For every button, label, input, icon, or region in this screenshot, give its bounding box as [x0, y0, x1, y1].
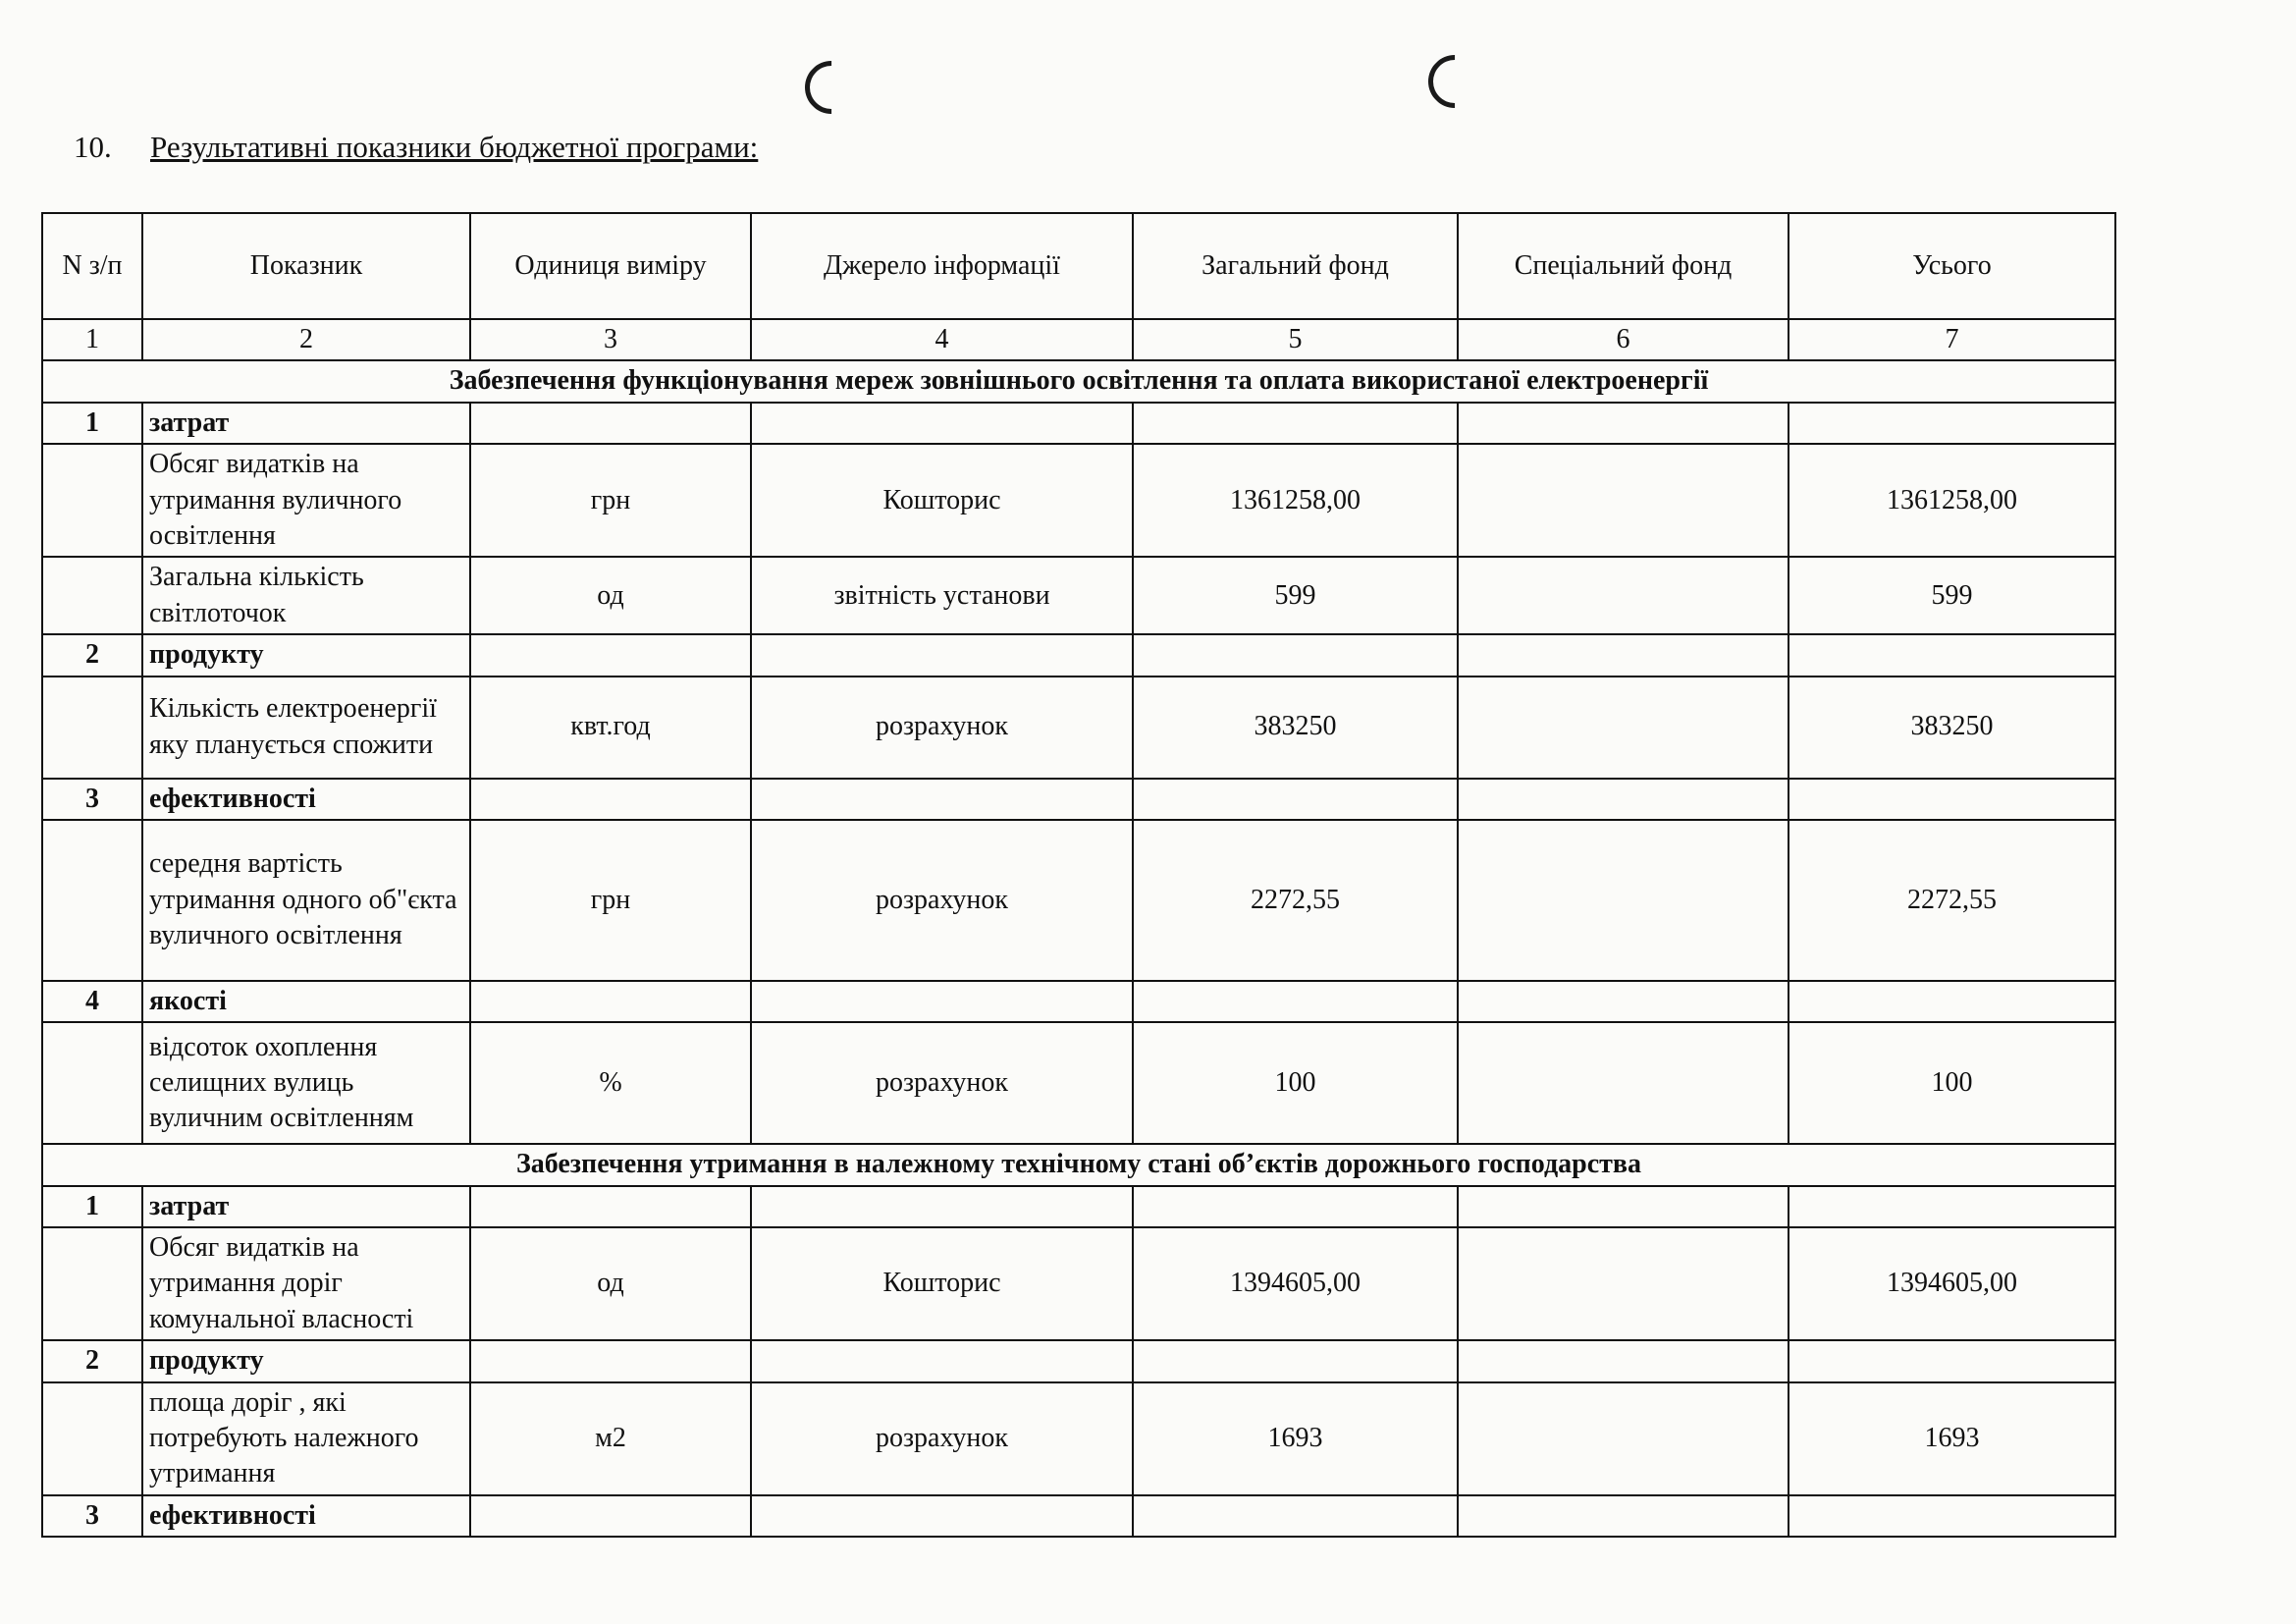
header-cell: Джерело інформації [751, 213, 1133, 319]
header-cell: Одиниця виміру [470, 213, 751, 319]
category-row [42, 1340, 2115, 1381]
source-cell: Кошторис [751, 1227, 1133, 1340]
general-fund-cell: 1361258,00 [1133, 444, 1458, 557]
special-fund-cell [1458, 557, 1789, 634]
unit-cell: од [470, 1227, 751, 1340]
column-number: 5 [1133, 319, 1458, 360]
source-cell: розрахунок [751, 1382, 1133, 1495]
program-title-row [42, 360, 2115, 402]
category-label: продукту [142, 634, 470, 676]
column-number-row [42, 319, 2115, 360]
section-title-text: Результативні показники бюджетної програми: [150, 130, 759, 164]
column-number: 1 [42, 319, 142, 360]
unit-cell: м2 [470, 1382, 751, 1495]
indicator-name: площа доріг , які потребують належного утримання [142, 1382, 470, 1495]
source-cell: розрахунок [751, 820, 1133, 981]
program-title-row [42, 1144, 2115, 1185]
punch-hole-mark [794, 50, 869, 125]
indicators-table [41, 212, 2116, 1538]
special-fund-cell [1458, 1022, 1789, 1144]
header-cell: Спеціальний фонд [1458, 213, 1789, 319]
section-number: 10. [74, 130, 112, 164]
category-label: ефективності [142, 779, 470, 820]
general-fund-cell: 100 [1133, 1022, 1458, 1144]
punch-hole-mark [1417, 44, 1492, 119]
table-row [42, 1227, 2115, 1340]
indicator-name: відсоток охоплення селищних вулиць вуличним освітленням [142, 1022, 470, 1144]
special-fund-cell [1458, 820, 1789, 981]
table-row [42, 1382, 2115, 1495]
unit-cell: од [470, 557, 751, 634]
general-fund-cell: 1693 [1133, 1382, 1458, 1495]
unit-cell: квт.год [470, 677, 751, 779]
category-number: 4 [42, 981, 142, 1022]
source-cell: Кошторис [751, 444, 1133, 557]
category-number: 3 [42, 1495, 142, 1537]
total-cell: 2272,55 [1789, 820, 2115, 981]
total-cell: 1361258,00 [1789, 444, 2115, 557]
source-cell: звітність установи [751, 557, 1133, 634]
source-cell: розрахунок [751, 677, 1133, 779]
table-row [42, 557, 2115, 634]
category-number: 2 [42, 1340, 142, 1381]
special-fund-cell [1458, 677, 1789, 779]
category-label: затрат [142, 1186, 470, 1227]
table-row [42, 1022, 2115, 1144]
table-row [42, 677, 2115, 779]
general-fund-cell: 599 [1133, 557, 1458, 634]
category-row [42, 1186, 2115, 1227]
total-cell: 100 [1789, 1022, 2115, 1144]
total-cell: 1693 [1789, 1382, 2115, 1495]
category-label: якості [142, 981, 470, 1022]
unit-cell: грн [470, 820, 751, 981]
indicator-name: Кількість електроенергії яку планується спожити [142, 677, 470, 779]
category-row [42, 779, 2115, 820]
total-cell: 1394605,00 [1789, 1227, 2115, 1340]
category-row [42, 981, 2115, 1022]
indicator-name: Обсяг видатків на утримання вуличного освітлення [142, 444, 470, 557]
category-number: 2 [42, 634, 142, 676]
header-cell: Показник [142, 213, 470, 319]
column-number: 4 [751, 319, 1133, 360]
source-cell: розрахунок [751, 1022, 1133, 1144]
indicator-name: Обсяг видатків на утримання доріг комунальної власності [142, 1227, 470, 1340]
program-title: Забезпечення функціонування мереж зовнішнього освітлення та оплата використаної електроенергії [42, 360, 2115, 402]
header-cell: Загальний фонд [1133, 213, 1458, 319]
total-cell: 383250 [1789, 677, 2115, 779]
general-fund-cell: 383250 [1133, 677, 1458, 779]
section-title [74, 130, 758, 165]
header-row [42, 213, 2115, 319]
table-row [42, 444, 2115, 557]
header-cell: N з/п [42, 213, 142, 319]
unit-cell: грн [470, 444, 751, 557]
category-row [42, 634, 2115, 676]
category-label: ефективності [142, 1495, 470, 1537]
total-cell: 599 [1789, 557, 2115, 634]
general-fund-cell: 2272,55 [1133, 820, 1458, 981]
column-number: 2 [142, 319, 470, 360]
special-fund-cell [1458, 444, 1789, 557]
unit-cell: % [470, 1022, 751, 1144]
indicator-name: Загальна кількість світлоточок [142, 557, 470, 634]
column-number: 6 [1458, 319, 1789, 360]
category-label: продукту [142, 1340, 470, 1381]
category-number: 1 [42, 1186, 142, 1227]
category-row [42, 1495, 2115, 1537]
general-fund-cell: 1394605,00 [1133, 1227, 1458, 1340]
program-title: Забезпечення утримання в належному технічному стані об’єктів дорожнього господарства [42, 1144, 2115, 1185]
special-fund-cell [1458, 1382, 1789, 1495]
indicator-name: середня вартість утримання одного об"єкта вуличного освітлення [142, 820, 470, 981]
special-fund-cell [1458, 1227, 1789, 1340]
category-row [42, 403, 2115, 444]
category-number: 3 [42, 779, 142, 820]
header-cell: Усього [1789, 213, 2115, 319]
category-label: затрат [142, 403, 470, 444]
column-number: 7 [1789, 319, 2115, 360]
column-number: 3 [470, 319, 751, 360]
category-number: 1 [42, 403, 142, 444]
table-row [42, 820, 2115, 981]
